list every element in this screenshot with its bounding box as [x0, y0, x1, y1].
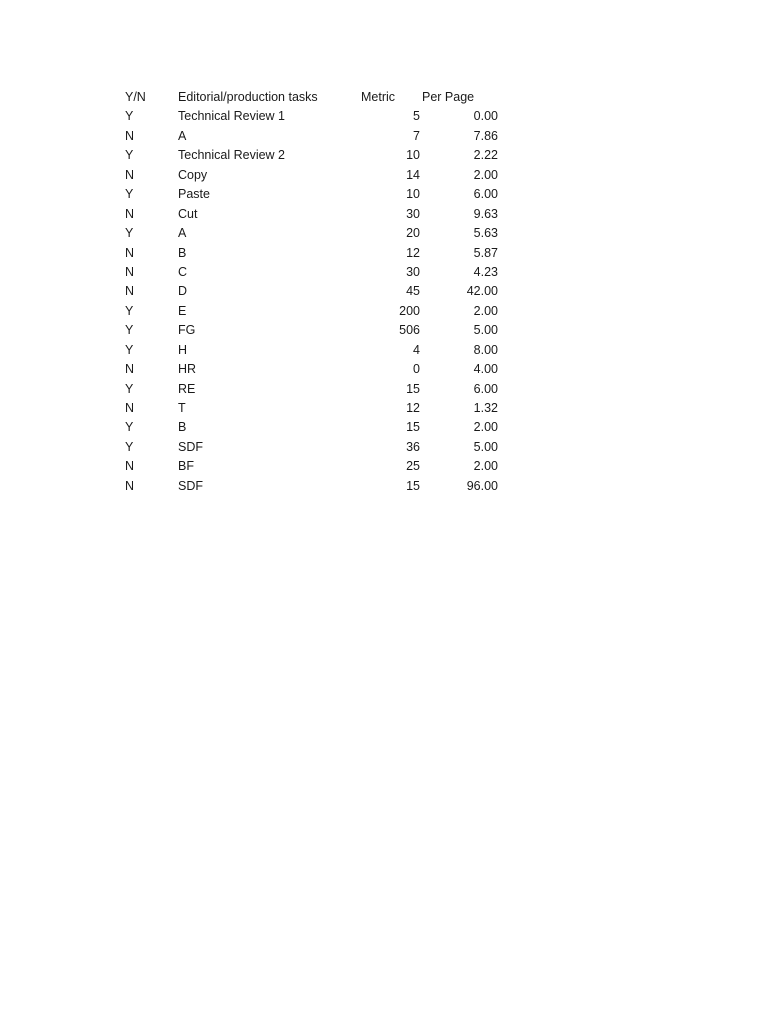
table-row: [0, 263, 768, 282]
cell-metric: 12: [406, 245, 420, 260]
cell-yn: Y: [125, 303, 134, 318]
header-task: Editorial/production tasks: [178, 90, 318, 104]
cell-per-page: 9.63: [473, 206, 498, 221]
cell-yn: N: [125, 245, 135, 260]
cell-metric: 20: [406, 226, 420, 241]
table-row: [0, 107, 768, 126]
cell-per-page: 5.63: [473, 226, 498, 241]
cell-task: C: [178, 264, 188, 279]
cell-per-page: 42.00: [466, 284, 498, 299]
cell-task: H: [178, 342, 188, 357]
cell-task: D: [178, 284, 188, 299]
cell-yn: N: [125, 401, 135, 415]
cell-per-page: 8.00: [473, 342, 498, 357]
header-metric: Metric: [361, 90, 396, 104]
cell-yn: N: [125, 284, 135, 299]
cell-metric: 12: [406, 401, 420, 415]
cell-metric: 15: [406, 420, 420, 435]
table-row: [0, 477, 768, 496]
cell-yn: N: [125, 206, 135, 221]
cell-yn: N: [125, 478, 135, 493]
cell-task: Copy: [178, 167, 208, 182]
cell-yn: Y: [125, 323, 134, 338]
cell-metric: 45: [406, 284, 420, 299]
cell-metric: 5: [413, 109, 420, 124]
cell-per-page: 2.00: [473, 459, 498, 474]
cell-metric: 36: [406, 439, 420, 454]
cell-per-page: 2.00: [473, 420, 498, 435]
cell-per-page: 6.00: [473, 187, 498, 202]
cell-task: Technical Review 2: [178, 148, 285, 163]
cell-per-page: 6.00: [473, 381, 498, 396]
cell-metric: 15: [406, 478, 420, 493]
cell-per-page: 5.00: [473, 323, 498, 338]
cell-task: BF: [178, 459, 194, 474]
table-row: [0, 457, 768, 476]
cell-metric: 506: [399, 323, 420, 338]
table-row: [0, 244, 768, 263]
cell-task: SDF: [178, 439, 203, 454]
cell-task: RE: [178, 381, 196, 396]
cell-yn: Y: [125, 109, 134, 124]
cell-per-page: 1.32: [473, 401, 498, 415]
header-per-page: Per Page: [422, 90, 475, 104]
table-body: [0, 107, 768, 496]
cell-task: A: [178, 226, 187, 241]
cell-metric: 30: [406, 206, 420, 221]
cell-metric: 10: [406, 187, 420, 202]
table-row: [0, 185, 768, 204]
task-table: [0, 88, 768, 496]
cell-task: B: [178, 245, 187, 260]
cell-yn: Y: [125, 439, 134, 454]
cell-yn: Y: [125, 381, 134, 396]
cell-yn: Y: [125, 226, 134, 241]
table-row: [0, 205, 768, 224]
table-row: [0, 146, 768, 165]
cell-metric: 30: [406, 264, 420, 279]
cell-per-page: 5.87: [473, 245, 498, 260]
table-row: [0, 418, 768, 437]
table-row: [0, 302, 768, 321]
cell-yn: N: [125, 128, 135, 143]
cell-metric: 7: [413, 128, 420, 143]
cell-per-page: 4.00: [473, 362, 498, 377]
cell-task: E: [178, 303, 187, 318]
cell-per-page: 2.00: [473, 303, 498, 318]
cell-task: HR: [178, 362, 197, 377]
table-row: [0, 224, 768, 243]
table-row: [0, 282, 768, 301]
table-row: [0, 438, 768, 457]
cell-yn: Y: [125, 187, 134, 202]
table-row: [0, 166, 768, 185]
cell-task: T: [178, 401, 186, 415]
cell-metric: 10: [406, 148, 420, 163]
cell-per-page: 7.86: [473, 128, 498, 143]
table-header-row: [0, 88, 768, 107]
cell-yn: Y: [125, 148, 134, 163]
table-row: [0, 360, 768, 379]
cell-task: SDF: [178, 478, 203, 493]
cell-per-page: 2.22: [473, 148, 498, 163]
cell-yn: N: [125, 264, 135, 279]
cell-per-page: 0.00: [473, 109, 498, 124]
cell-task: FG: [178, 323, 196, 338]
table-row: [0, 321, 768, 340]
cell-yn: Y: [125, 420, 134, 435]
cell-metric: 15: [406, 381, 420, 396]
cell-per-page: 5.00: [473, 439, 498, 454]
cell-per-page: 4.23: [473, 264, 498, 279]
cell-yn: Y: [125, 342, 134, 357]
table-row: [0, 341, 768, 360]
cell-metric: 25: [406, 459, 420, 474]
cell-yn: N: [125, 459, 135, 474]
cell-task: A: [178, 128, 187, 143]
cell-per-page: 96.00: [466, 478, 498, 493]
cell-task: Cut: [178, 206, 198, 221]
cell-per-page: 2.00: [473, 167, 498, 182]
cell-metric: 4: [413, 342, 420, 357]
cell-metric: 200: [399, 303, 420, 318]
cell-metric: 0: [413, 362, 420, 377]
table-row: [0, 127, 768, 146]
table-row: [0, 380, 768, 399]
cell-yn: N: [125, 362, 135, 377]
header-yn: Y/N: [125, 90, 146, 104]
cell-task: B: [178, 420, 187, 435]
cell-task: Technical Review 1: [178, 109, 285, 124]
cell-metric: 14: [406, 167, 420, 182]
table-row: [0, 399, 768, 418]
cell-yn: N: [125, 167, 135, 182]
cell-task: Paste: [178, 187, 210, 202]
